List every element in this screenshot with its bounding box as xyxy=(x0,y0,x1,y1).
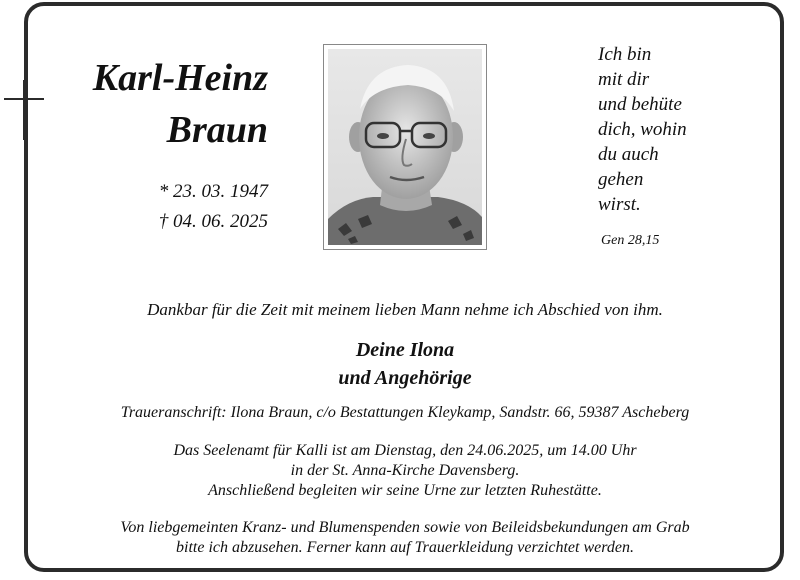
service-line: Das Seelenamt für Kalli ist am Dienstag, den 24.06.2025, um 14.00 Uhr xyxy=(173,442,637,459)
verse-line: und behüte xyxy=(598,94,682,115)
flowers-line: Von liebgemeinten Kranz- und Blumenspenden sowie von Beileidsbekundungen am Grab xyxy=(120,519,690,536)
verse-line: wirst. xyxy=(598,194,641,215)
signature-line: Deine Ilona xyxy=(355,339,455,361)
bible-verse xyxy=(598,42,687,217)
verse-line: mit dir xyxy=(598,69,650,90)
life-dates xyxy=(159,177,268,237)
flowers-line: bitte ich abzusehen. Ferner kann auf Trauerkleidung verzichtet werden. xyxy=(176,539,634,556)
birth-date: * 23. 03. 1947 xyxy=(158,181,268,202)
flowers-note xyxy=(30,518,780,558)
verse-reference: Gen 28,15 xyxy=(601,233,660,248)
deceased-name xyxy=(93,52,268,156)
thanks-text: Dankbar für die Zeit mit meinem lieben Mann nehme ich Abschied von ihm. xyxy=(147,300,663,319)
verse-line: gehen xyxy=(598,169,644,190)
first-name: Karl-Heinz xyxy=(92,57,268,99)
cross-icon xyxy=(4,80,44,140)
signature xyxy=(30,336,780,392)
verse-line: dich, wohin xyxy=(598,119,687,140)
portrait-photo xyxy=(323,44,487,250)
last-name: Braun xyxy=(166,109,268,151)
verse-line: du auch xyxy=(598,144,659,165)
verse-line: Ich bin xyxy=(598,44,652,65)
signature-line: und Angehörige xyxy=(338,367,472,389)
death-date: † 04. 06. 2025 xyxy=(158,211,268,232)
mourning-address: Traueranschrift: Ilona Braun, c/o Bestattungen Kleykamp, Sandstr. 66, 59387 Ascheberg xyxy=(120,404,690,421)
service-line: Anschließend begleiten wir seine Urne zur letzten Ruhestätte. xyxy=(208,482,602,499)
service-info xyxy=(30,441,780,501)
service-line: in der St. Anna-Kirche Davensberg. xyxy=(290,462,520,479)
